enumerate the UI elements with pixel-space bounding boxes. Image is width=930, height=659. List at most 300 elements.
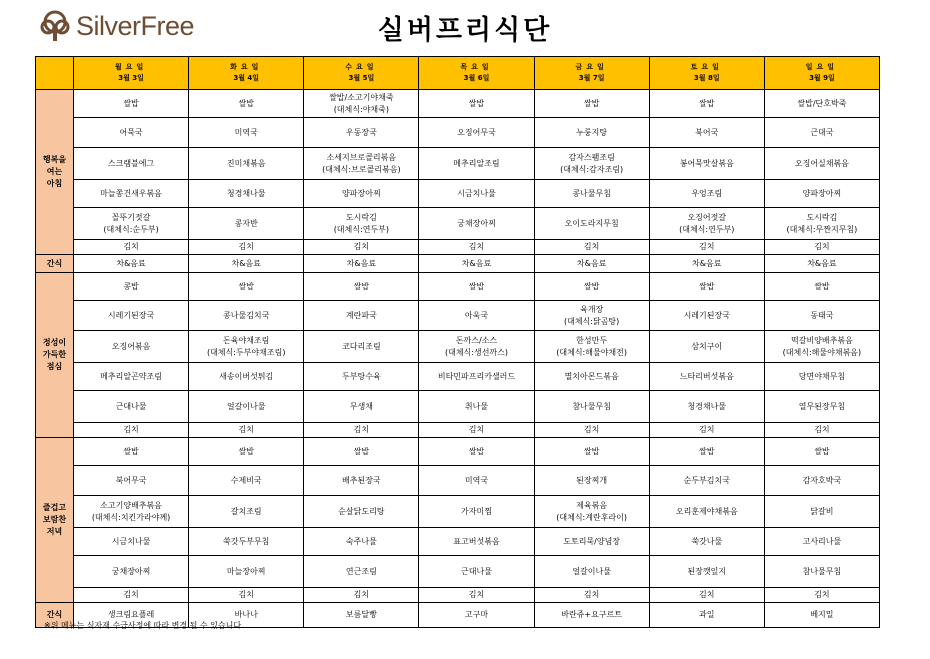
menu-item: 도시락김	[345, 212, 377, 222]
menu-cell	[304, 496, 419, 528]
header-row	[36, 57, 880, 90]
menu-item: (대체식:순두부)	[103, 224, 159, 234]
menu-item: 청경채나물	[226, 188, 266, 198]
menu-cell	[764, 118, 879, 148]
day-header	[649, 57, 764, 90]
menu-item: 된장찌개	[576, 475, 608, 485]
menu-cell	[304, 331, 419, 363]
menu-cell	[189, 391, 304, 423]
lunch-row	[36, 273, 880, 301]
menu-cell	[764, 466, 879, 496]
menu-item: 궁채장아찌	[457, 218, 496, 228]
day-header	[534, 57, 649, 90]
menu-item: 쌀밥	[699, 98, 715, 108]
menu-cell	[189, 331, 304, 363]
menu-item: 비타민파프리카샐러드	[437, 371, 516, 381]
menu-cell	[764, 301, 879, 331]
menu-item: 수제비국	[230, 475, 262, 485]
menu-cell	[189, 496, 304, 528]
menu-cell	[419, 438, 534, 466]
snack-cell: 차&음료	[764, 255, 879, 273]
menu-item: 김치	[238, 425, 254, 434]
menu-item: 쌀밥	[353, 446, 370, 456]
menu-item: 메추리알조림	[453, 158, 500, 168]
menu-item: 고사리나물	[802, 536, 842, 546]
menu-cell	[419, 331, 534, 363]
logo-text: SilverFree	[76, 10, 195, 41]
day-date: 3월 7일	[578, 74, 605, 82]
menu-cell	[534, 90, 649, 118]
menu-cell	[764, 496, 879, 528]
menu-cell	[419, 466, 534, 496]
menu-cell	[189, 148, 304, 180]
menu-item: 누룽지탕	[576, 127, 608, 137]
snack-cell: 과일	[649, 603, 764, 628]
menu-cell	[649, 90, 764, 118]
day-date: 3월 8일	[693, 74, 720, 82]
menu-cell	[74, 301, 189, 331]
day-header	[74, 57, 189, 90]
menu-cell	[649, 180, 764, 208]
menu-item: 쌀밥	[238, 281, 254, 291]
menu-cell	[304, 466, 419, 496]
meal-label-line: 저녁	[46, 527, 63, 536]
menu-cell	[764, 363, 879, 391]
menu-item: 새송이버섯튀김	[219, 371, 274, 381]
menu-item: 돈육야채조림	[223, 335, 270, 345]
menu-cell	[534, 331, 649, 363]
menu-item: 김치	[353, 242, 370, 251]
menu-cell	[534, 438, 649, 466]
menu-cell	[419, 556, 534, 588]
menu-item: 마늘쫑건새우볶음	[100, 188, 162, 198]
menu-item: (대체식:생선까스)	[444, 347, 509, 357]
menu-item: 진미채볶음	[226, 158, 266, 168]
day-date: 3월 9일	[809, 74, 835, 82]
menu-cell	[419, 90, 534, 118]
snack-cell: 베지밀	[764, 603, 879, 628]
menu-item: 우엉조림	[691, 188, 723, 198]
menu-cell	[74, 528, 189, 556]
menu-cell	[419, 588, 534, 603]
menu-item: 김치	[238, 590, 254, 599]
menu-cell	[189, 528, 304, 556]
menu-item: 동태국	[810, 310, 834, 320]
menu-item: 쌀밥	[468, 446, 485, 456]
menu-cell	[74, 466, 189, 496]
menu-item: 김치	[814, 590, 830, 599]
menu-item: 돈까스/소스	[455, 335, 498, 345]
day-header	[764, 57, 879, 90]
menu-item: 궁채장아찌	[111, 566, 151, 576]
menu-item: 김치	[583, 425, 600, 434]
menu-cell	[419, 273, 534, 301]
meal-label-line: 가득한	[42, 350, 67, 359]
page-title: 실버프리식단	[377, 15, 553, 46]
menu-item: 쑥갓나물	[691, 536, 723, 546]
meal-label-line: 아침	[46, 179, 63, 188]
menu-item: 당면야채무침	[798, 371, 846, 381]
menu-item: 제육볶음	[576, 500, 608, 510]
menu-cell	[649, 363, 764, 391]
menu-item: (대체식:연두부)	[679, 224, 735, 234]
lunch-row	[36, 391, 880, 423]
menu-item: 된장깻잎지	[687, 566, 727, 576]
menu-cell	[649, 496, 764, 528]
menu-cell	[304, 118, 419, 148]
menu-cell	[649, 331, 764, 363]
day-name: 금요일	[575, 63, 608, 71]
menu-item: 코다리조림	[342, 341, 381, 351]
menu-item: 청경채나물	[687, 401, 727, 411]
menu-cell	[74, 588, 189, 603]
menu-item: 열무된장무침	[798, 401, 846, 411]
menu-cell	[764, 423, 879, 438]
menu-cell	[419, 391, 534, 423]
menu-cell	[304, 363, 419, 391]
menu-cell	[534, 423, 649, 438]
menu-cell	[649, 301, 764, 331]
menu-cell	[419, 208, 534, 240]
menu-cell	[304, 208, 419, 240]
menu-item: 쌀밥/소고기야채죽	[329, 92, 394, 102]
menu-cell	[304, 528, 419, 556]
dinner-label	[36, 438, 74, 603]
snack-cell: 차&음료	[189, 255, 304, 273]
breakfast-row	[36, 90, 880, 118]
menu-item: 김치	[238, 242, 254, 251]
snack-cell: 차&음료	[419, 255, 534, 273]
menu-cell	[74, 391, 189, 423]
menu-cell	[189, 423, 304, 438]
snack1-row	[36, 255, 880, 273]
menu-item: 스크램블에그	[107, 158, 155, 168]
breakfast-row	[36, 208, 880, 240]
menu-item: 참나물무침	[572, 401, 611, 411]
menu-item: 아욱국	[464, 310, 489, 320]
menu-item: 메추리알곤약조림	[100, 371, 162, 381]
menu-item: 취나물	[464, 401, 489, 411]
menu-item: 김치	[583, 590, 600, 599]
menu-item: 미역국	[464, 475, 489, 485]
menu-item: 닭갈비	[810, 506, 834, 516]
menu-item: (대체식:두부야채조림)	[206, 347, 286, 357]
day-date: 3월 3일	[118, 74, 144, 82]
menu-item: 가자미찜	[461, 506, 492, 516]
lunch-label	[36, 273, 74, 438]
menu-item: 오징어젓갈	[687, 212, 727, 222]
menu-cell	[764, 240, 879, 255]
menu-cell	[304, 240, 419, 255]
day-name: 일요일	[805, 63, 839, 71]
menu-cell	[649, 118, 764, 148]
snack-cell: 생크림요플레	[74, 603, 189, 628]
snack-cell: 차&음료	[534, 255, 649, 273]
menu-item: 계란파국	[345, 310, 377, 320]
menu-item: 도토리묵/양념장	[563, 536, 621, 546]
menu-cell	[649, 208, 764, 240]
menu-item: 도시락김	[806, 212, 838, 222]
menu-item: (대체식:브로콜리볶음)	[322, 164, 401, 174]
menu-item: 오징어실채볶음	[794, 158, 849, 168]
menu-cell	[764, 528, 879, 556]
menu-cell	[304, 148, 419, 180]
menu-item: 한성만두	[576, 335, 608, 345]
menu-item: 갈치조림	[230, 506, 262, 516]
menu-cell	[189, 208, 304, 240]
menu-item: (대체식:해물야채전)	[556, 347, 628, 357]
menu-item: 김치	[468, 425, 485, 434]
menu-cell	[534, 240, 649, 255]
menu-item: 삼치구이	[691, 341, 723, 351]
menu-cell	[419, 363, 534, 391]
menu-cell	[189, 118, 304, 148]
menu-cell	[189, 363, 304, 391]
breakfast-row	[36, 118, 880, 148]
menu-cell	[534, 363, 649, 391]
menu-item: 멸치아몬드볶음	[564, 371, 619, 381]
menu-item: 양파장아찌	[802, 188, 842, 198]
menu-cell	[534, 118, 649, 148]
menu-item: 북어국	[695, 127, 719, 137]
menu-item: 김치	[814, 242, 830, 251]
menu-cell	[189, 240, 304, 255]
menu-cell	[419, 423, 534, 438]
menu-cell	[74, 118, 189, 148]
menu-item: 근대국	[810, 127, 834, 137]
menu-cell	[304, 301, 419, 331]
dinner-row	[36, 496, 880, 528]
menu-table	[35, 56, 880, 628]
lunch-row	[36, 423, 880, 438]
snack-cell: 고구마	[419, 603, 534, 628]
menu-item: 쌀밥	[699, 446, 715, 456]
menu-item: (대체식:계란후라이)	[556, 512, 628, 522]
menu-cell	[74, 208, 189, 240]
menu-cell	[534, 588, 649, 603]
menu-item: 떡갈비양배추볶음	[791, 335, 853, 345]
menu-cell	[304, 423, 419, 438]
menu-cell	[419, 496, 534, 528]
menu-cell	[74, 331, 189, 363]
menu-item: 쌀밥	[814, 446, 830, 456]
menu-item: 콩나물무침	[572, 188, 611, 198]
menu-item: 느타리버섯볶음	[679, 371, 734, 381]
menu-item: 쌀밥/단호박죽	[797, 98, 847, 108]
menu-cell	[764, 90, 879, 118]
menu-cell	[189, 588, 304, 603]
menu-item: 시레기된장국	[683, 310, 730, 320]
menu-item: 얼갈이나물	[226, 401, 266, 411]
menu-cell	[764, 273, 879, 301]
snack-cell: 보름달빵	[304, 603, 419, 628]
menu-item: 숙주나물	[345, 536, 377, 546]
day-header	[304, 57, 419, 90]
lunch-row	[36, 331, 880, 363]
menu-item: 쌀밥	[238, 446, 254, 456]
menu-cell	[74, 240, 189, 255]
menu-item: 콩밥	[123, 281, 139, 291]
menu-cell	[74, 148, 189, 180]
menu-item: (대체식:야채죽)	[333, 104, 389, 114]
menu-item: 콩자반	[234, 218, 258, 228]
menu-item: 어묵국	[119, 127, 143, 137]
menu-item: 오이도라지무침	[564, 218, 619, 228]
menu-cell	[649, 466, 764, 496]
menu-item: 쌀밥	[583, 98, 600, 108]
menu-cell	[189, 466, 304, 496]
menu-item: 쌀밥	[468, 98, 485, 108]
menu-cell	[534, 148, 649, 180]
menu-item: 양파장아찌	[342, 188, 381, 198]
meal-label-line: 여는	[46, 167, 63, 176]
day-date: 3월 6일	[463, 74, 490, 82]
breakfast-row	[36, 240, 880, 255]
breakfast-row	[36, 180, 880, 208]
menu-item: 북어무국	[115, 475, 147, 485]
menu-cell	[649, 588, 764, 603]
menu-item: 김치	[468, 242, 485, 251]
snack-cell: 차&음료	[304, 255, 419, 273]
menu-item: (대체식:무짠지무침)	[786, 224, 858, 234]
menu-cell	[649, 148, 764, 180]
menu-item: 김치	[699, 425, 715, 434]
meal-label-line: 정성이	[42, 338, 67, 347]
menu-cell	[419, 240, 534, 255]
breakfast-row	[36, 148, 880, 180]
meal-label-line: 점심	[46, 362, 63, 371]
menu-cell	[649, 273, 764, 301]
menu-item: 배추된장국	[342, 475, 381, 485]
menu-item: 마늘장아찌	[226, 566, 266, 576]
menu-cell	[189, 180, 304, 208]
menu-cell	[534, 208, 649, 240]
menu-cell	[419, 528, 534, 556]
menu-item: 꼴뚜기젓갈	[111, 212, 151, 222]
menu-item: 쌀밥	[699, 281, 715, 291]
menu-cell	[74, 496, 189, 528]
menu-item: 소고기양배추볶음	[100, 500, 162, 510]
menu-item: (대체식:감자조림)	[560, 164, 624, 174]
menu-cell	[764, 148, 879, 180]
menu-cell	[419, 118, 534, 148]
snack2-label: 간식	[36, 603, 74, 628]
menu-item: 오징어무국	[457, 127, 496, 137]
day-name: 월요일	[114, 63, 148, 71]
menu-item: 쑥갓두부무침	[223, 536, 270, 546]
menu-item: 쌀밥	[583, 446, 600, 456]
snack-cell: 바나나	[189, 603, 304, 628]
menu-item: 김치	[583, 242, 600, 251]
day-header	[189, 57, 304, 90]
menu-cell	[304, 438, 419, 466]
menu-cell	[74, 90, 189, 118]
snack1-label: 간식	[36, 255, 74, 273]
menu-item: 김치	[353, 425, 370, 434]
menu-item: 감자스팸조림	[568, 152, 615, 162]
menu-cell	[419, 301, 534, 331]
menu-cell	[534, 273, 649, 301]
menu-cell	[304, 273, 419, 301]
snack-cell: 바란쥬+요구르트	[534, 603, 649, 628]
dinner-row	[36, 588, 880, 603]
menu-cell	[304, 180, 419, 208]
menu-cell	[189, 273, 304, 301]
menu-cell	[74, 180, 189, 208]
day-name: 목요일	[460, 63, 493, 71]
menu-cell	[764, 331, 879, 363]
menu-item: 육개장	[580, 304, 604, 314]
day-name: 토요일	[690, 63, 723, 71]
menu-item: 쌀밥	[123, 98, 139, 108]
menu-cell	[189, 556, 304, 588]
menu-cell	[74, 423, 189, 438]
dinner-row	[36, 466, 880, 496]
menu-item: (대체식:치킨가라야께)	[91, 512, 171, 522]
menu-cell	[304, 90, 419, 118]
menu-cell	[534, 556, 649, 588]
menu-item: 근대나물	[461, 566, 492, 576]
menu-item: 시금치나물	[111, 536, 151, 546]
menu-item: (대체식:연두부)	[333, 224, 389, 234]
menu-item: 근대나물	[115, 401, 147, 411]
lunch-row	[36, 301, 880, 331]
menu-cell	[419, 148, 534, 180]
menu-cell	[764, 180, 879, 208]
menu-cell	[189, 301, 304, 331]
menu-cell	[534, 496, 649, 528]
menu-item: 연근조림	[345, 566, 377, 576]
menu-item: 순두부김치국	[683, 475, 730, 485]
menu-cell	[74, 273, 189, 301]
day-date: 3월 4일	[233, 74, 260, 82]
menu-item: 김치	[123, 590, 139, 599]
menu-cell	[534, 528, 649, 556]
menu-item: 쌀밥	[468, 281, 485, 291]
menu-cell	[74, 438, 189, 466]
menu-item: (대체식:해물야채볶음)	[782, 347, 862, 357]
menu-item: 쌀밥	[353, 281, 370, 291]
menu-cell	[304, 556, 419, 588]
menu-cell	[764, 391, 879, 423]
menu-cell	[534, 466, 649, 496]
menu-item: 순살닭도리탕	[338, 506, 385, 516]
menu-item: 얼갈이나물	[572, 566, 611, 576]
menu-item: 표고버섯볶음	[453, 536, 500, 546]
menu-item: 두부탕수육	[342, 371, 381, 381]
breakfast-label	[36, 90, 74, 255]
menu-item: 김치	[814, 425, 830, 434]
menu-item: 김치	[123, 425, 139, 434]
day-name: 화요일	[230, 63, 263, 71]
menu-cell	[534, 180, 649, 208]
meal-label-line: 보람찬	[42, 515, 67, 524]
menu-cell	[649, 423, 764, 438]
menu-cell	[74, 556, 189, 588]
menu-item: 김치	[353, 590, 370, 599]
lunch-row	[36, 363, 880, 391]
menu-cell	[764, 438, 879, 466]
menu-cell	[534, 391, 649, 423]
menu-item: 오징어볶음	[111, 341, 151, 351]
menu-item: 봉어묵맛살볶음	[679, 158, 734, 168]
meal-label-line: 행복을	[42, 155, 67, 164]
menu-cell	[764, 208, 879, 240]
dinner-row	[36, 438, 880, 466]
menu-cell	[74, 363, 189, 391]
menu-item: (대체식:닭곰탕)	[563, 316, 620, 326]
menu-item: 시레기된장국	[107, 310, 155, 320]
